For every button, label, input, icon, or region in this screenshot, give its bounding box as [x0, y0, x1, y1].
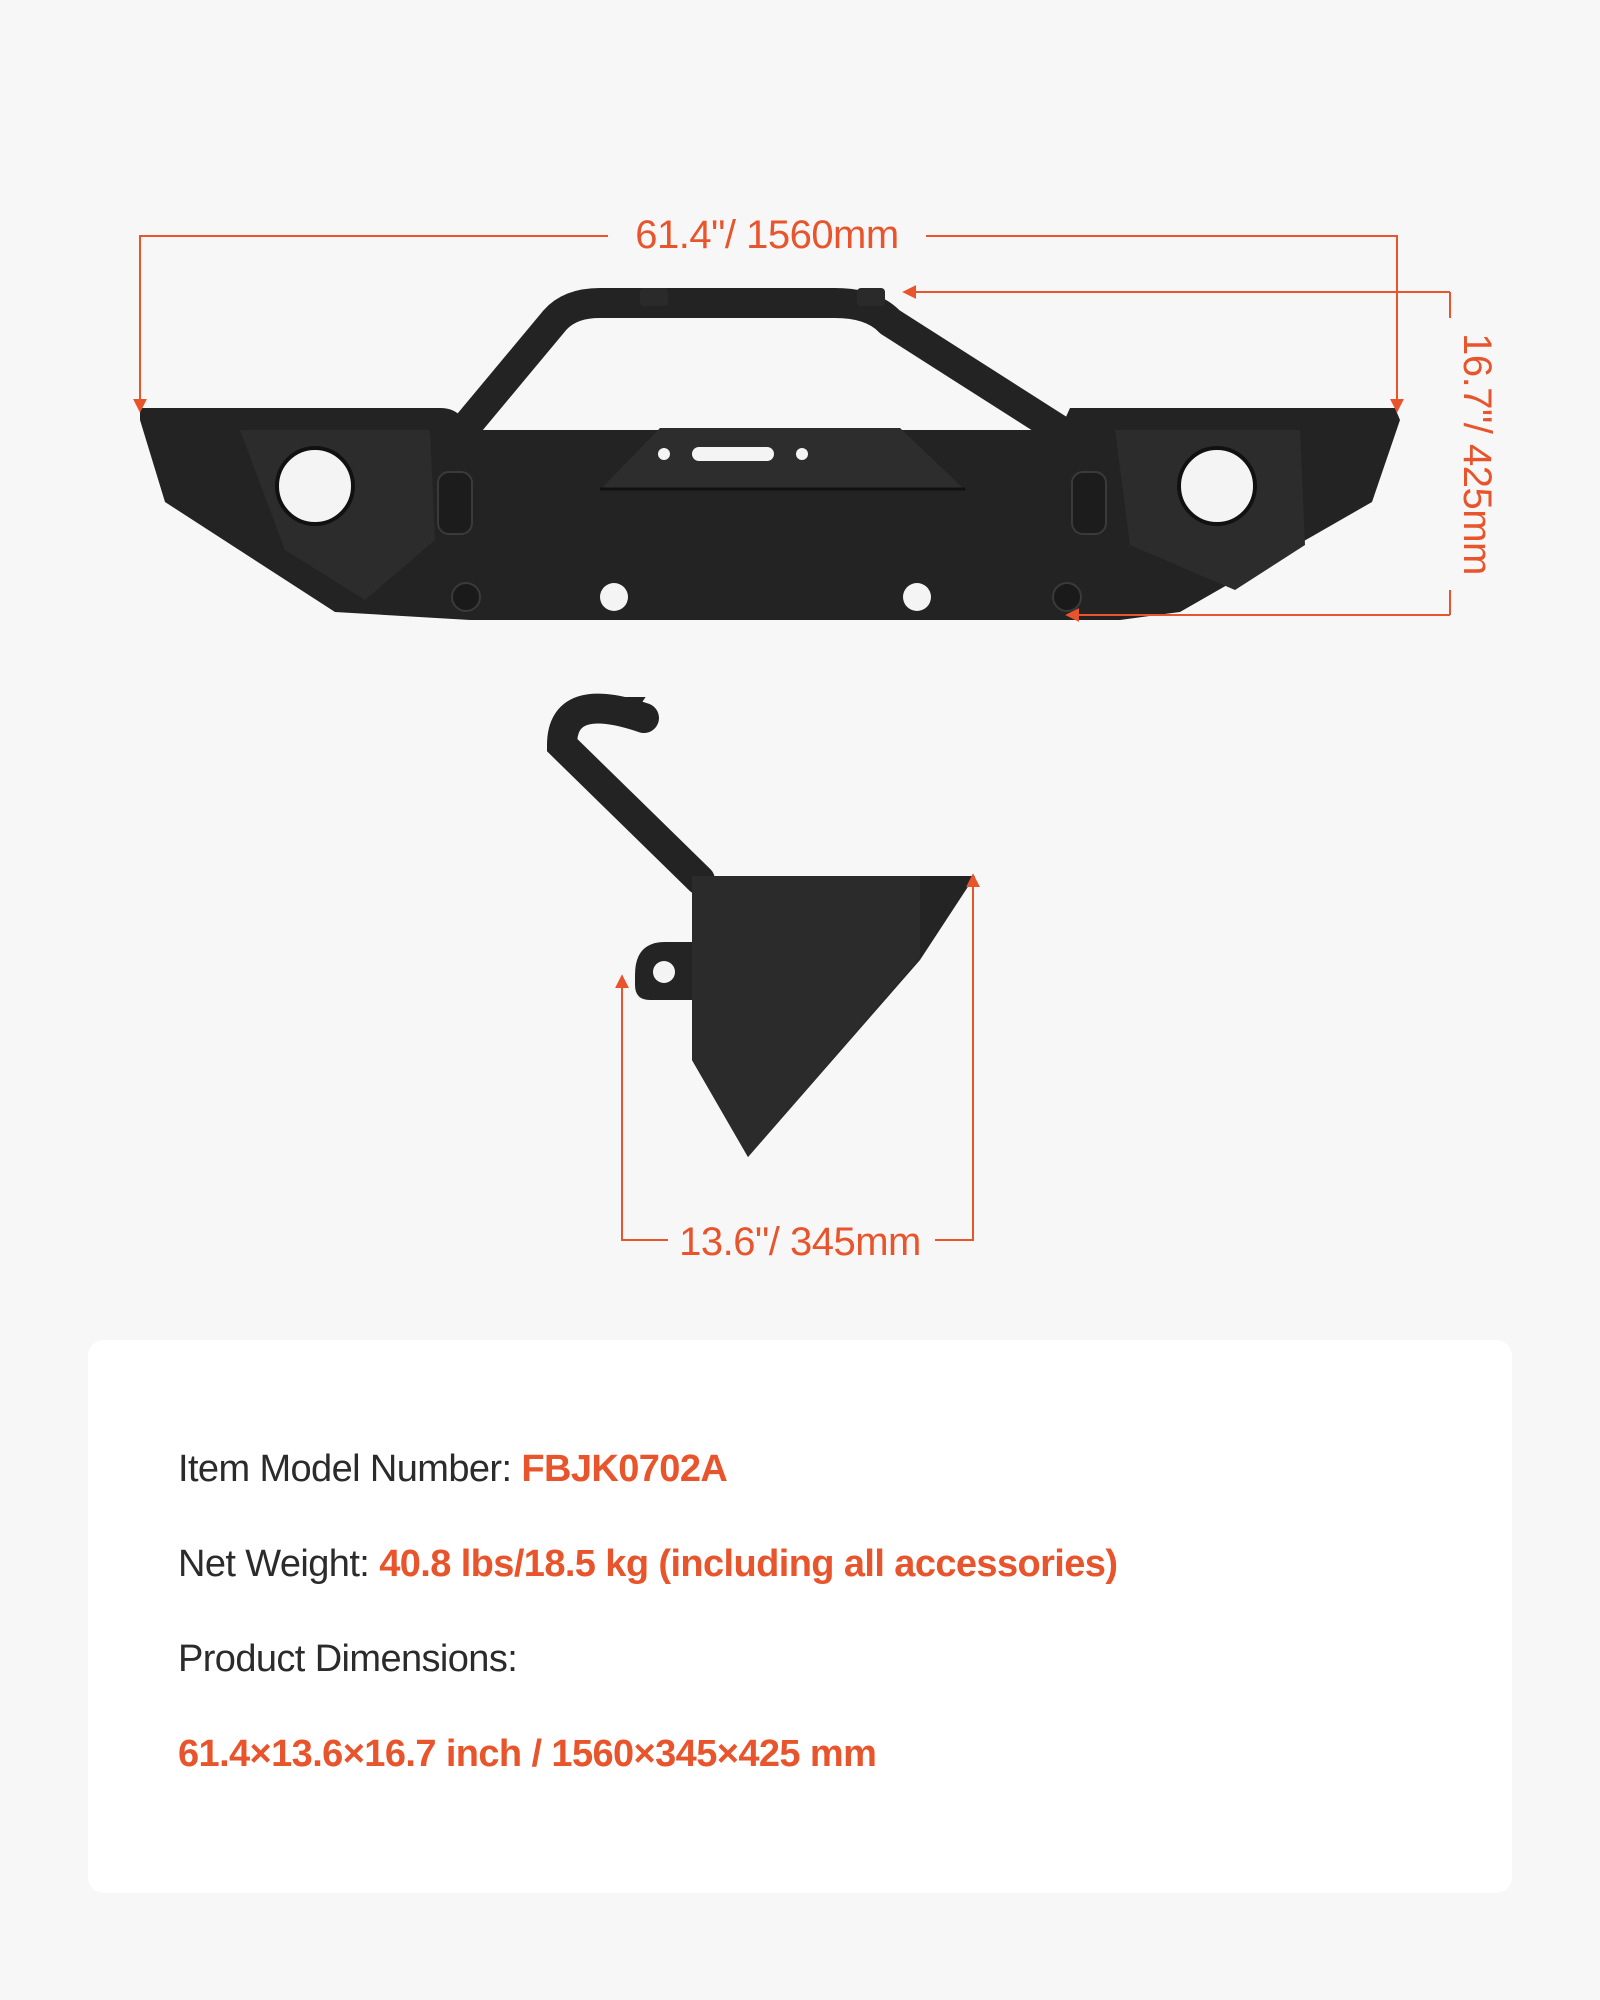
side-hoop-tube [562, 709, 700, 880]
lower-hole-3 [903, 583, 931, 611]
fog-light-hole-left [277, 448, 353, 524]
winch-slot [692, 447, 774, 461]
winch-bolt-hole-right [796, 448, 808, 460]
lower-hole-1 [452, 583, 480, 611]
depth-label: 13.6"/ 345mm [679, 1220, 921, 1264]
height-label: 16.7"/ 425mm [1455, 333, 1499, 575]
hoop-tab-right [857, 288, 885, 306]
product-dimensions-label: Product Dimensions: [178, 1638, 518, 1680]
net-weight-line [178, 1543, 1117, 1586]
model-number-value: FBJK0702A [521, 1448, 728, 1490]
side-bumper-image [562, 700, 975, 1157]
width-label: 61.4"/ 1560mm [635, 213, 899, 257]
model-number-line [178, 1448, 727, 1491]
net-weight-label: Net Weight: [178, 1543, 380, 1585]
fog-light-hole-right [1179, 448, 1255, 524]
bumper-hoop-tube [455, 303, 1075, 440]
side-bracket-face [692, 876, 920, 1157]
product-info-card [88, 1340, 1512, 1893]
lower-hole-2 [600, 583, 628, 611]
hoop-tab-left [640, 288, 668, 306]
lower-hole-4 [1053, 583, 1081, 611]
net-weight-value: 40.8 lbs/18.5 kg (including all accessories) [379, 1543, 1118, 1585]
winch-bolt-hole-left [658, 448, 670, 460]
model-number-label: Item Model Number: [178, 1448, 522, 1490]
product-dimensions-value: 61.4×13.6×16.7 inch / 1560×345×425 mm [178, 1733, 877, 1775]
d-ring-mount-left [438, 472, 472, 534]
side-mount-hole [653, 961, 675, 983]
d-ring-mount-right [1072, 472, 1106, 534]
front-bumper-image [140, 288, 1400, 620]
